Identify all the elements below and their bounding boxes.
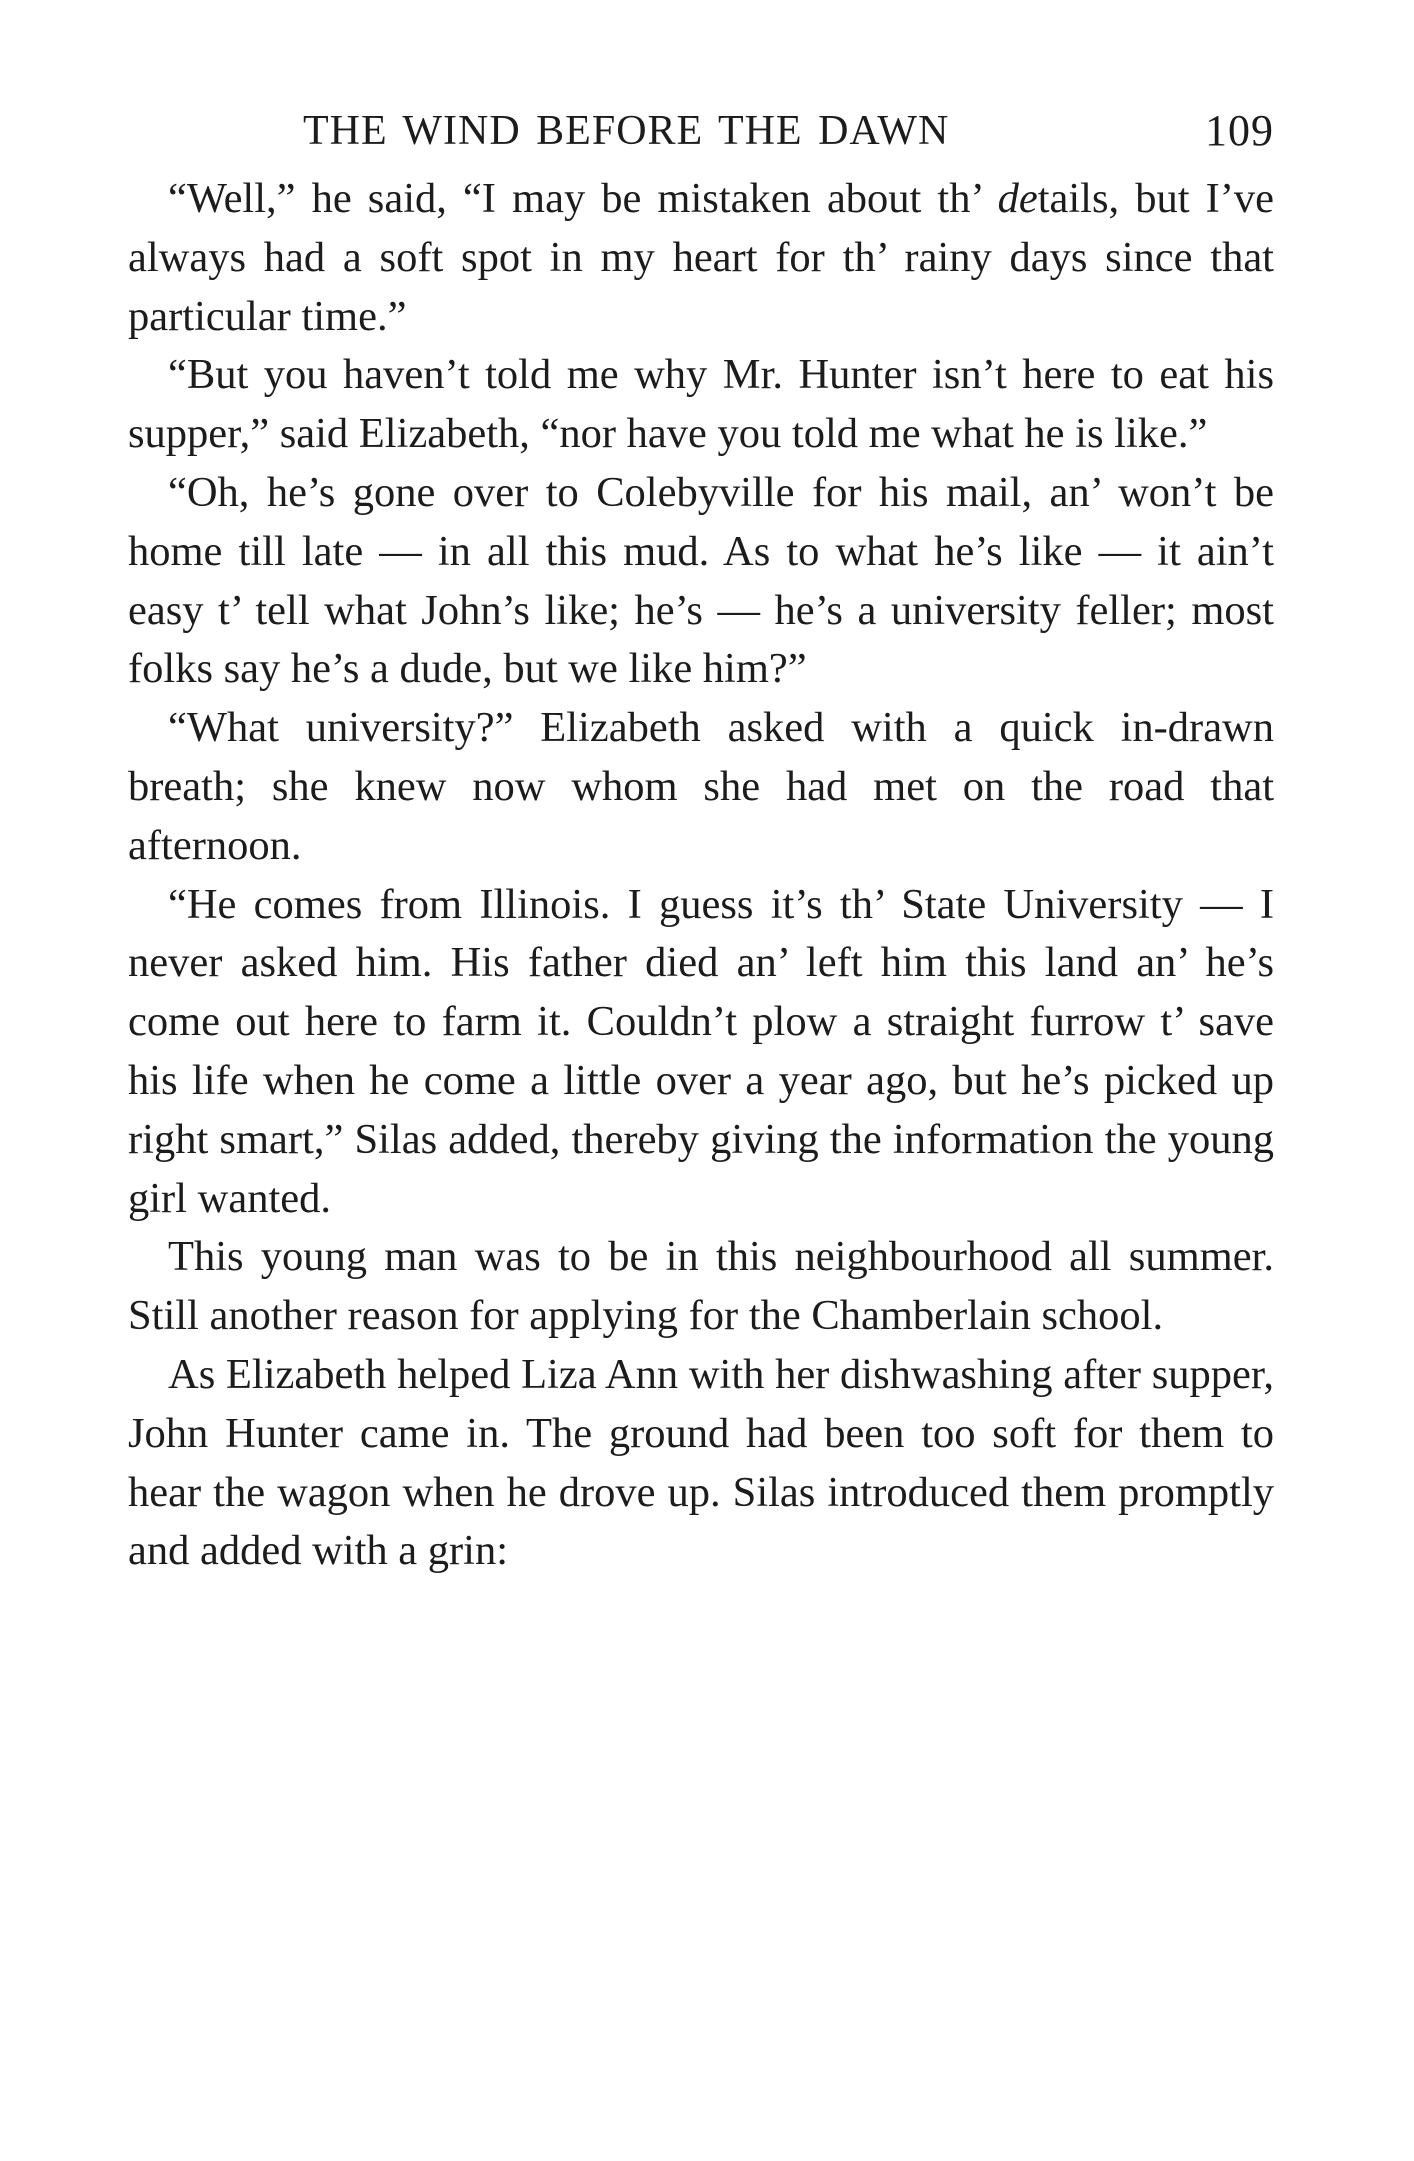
paragraph-text: “Well,” he said, “I may be mistaken about th’ (168, 175, 998, 222)
paragraph: As Elizabeth helped Liza Ann with her dishwashing after supper, John Hunter came in. The ground had been too soft for them to hear the wagon when he drove up. Silas introduced them promptly and added with a grin: (128, 1350, 1274, 1575)
paragraph (128, 170, 1274, 346)
paragraph: “But you haven’t told me why Mr. Hunter isn’t here to eat his supper,” said Elizabeth, “nor have you told me what he is like.” (128, 351, 1274, 458)
paragraph: “What university?” Elizabeth asked with a quick in-drawn breath; she knew now whom she had met on the road that afternoon. (128, 704, 1274, 869)
paragraph: “Oh, he’s gone over to Colebyville for his mail, an’ won’t be home till late — in all this mud. As to what he’s like — it ain’t easy t’ tell what John’s like; he’s — he’s a university feller; most folks say he’s a dude, but we like him?” (128, 468, 1274, 693)
emphasized-text: de (997, 175, 1038, 222)
paragraph-text: tails, but I’ve always had a soft spot in my heart for th’ rainy days since that particular time.” (128, 175, 1274, 340)
running-title: THE WIND BEFORE THE DAWN (303, 108, 950, 154)
paragraph: “He comes from Illinois. I guess it’s th’ State University — I never asked him. His father died an’ left him this land an’ he’s come out here to farm it. Couldn’t plow a straight furrow t’ save his life when he come a little over a year ago, but he’s picked up right smart,” Silas added, thereby giving the information the young girl wanted. (128, 880, 1274, 1222)
running-head (128, 100, 1274, 162)
body-text (128, 170, 1274, 1581)
page-content (128, 100, 1274, 1581)
paragraph: This young man was to be in this neighbourhood all summer. Still another reason for applying for the Chamberlain school. (128, 1233, 1274, 1340)
page-number: 109 (1205, 106, 1274, 155)
